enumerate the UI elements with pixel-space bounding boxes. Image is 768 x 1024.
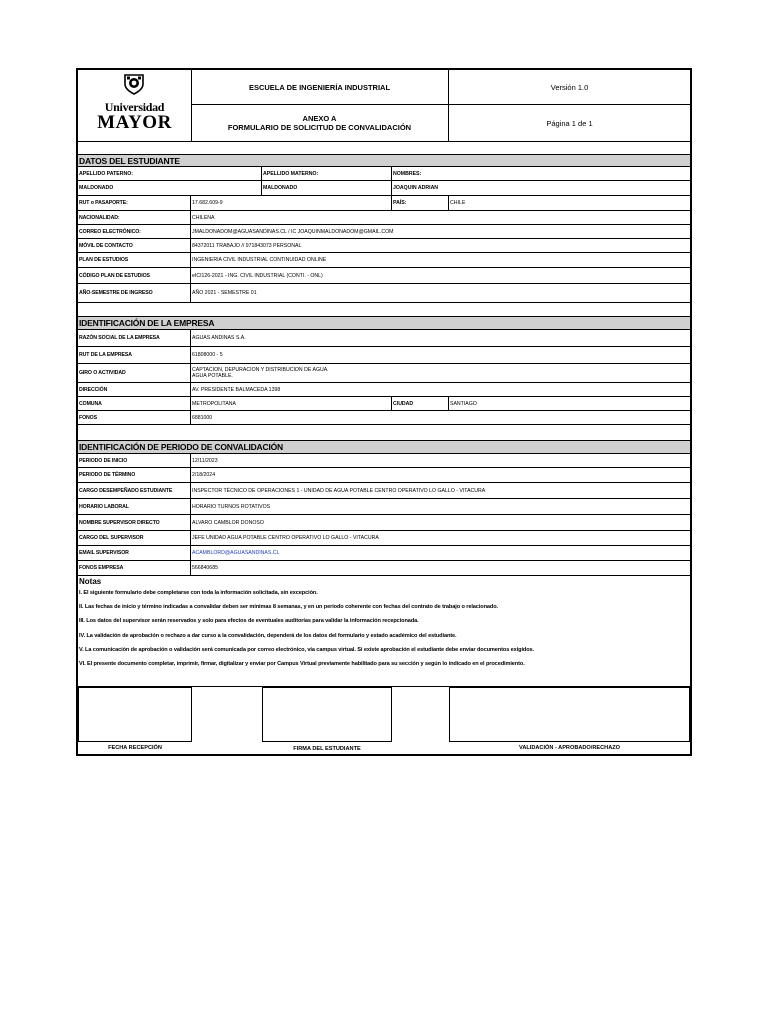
note-item: IV. La validación de aprobación o rechazo a dar curso a la convalidación, dependerá de los datos del formulario y estado académico del estudiante. <box>79 633 457 639</box>
inicio-row <box>78 454 690 468</box>
version-label: Versión 1.0 <box>449 70 690 105</box>
correo-row <box>78 225 690 239</box>
comuna-value: METROPOLITANA <box>191 397 392 410</box>
logo-line-2: MAYOR <box>97 112 172 133</box>
comuna-row <box>78 397 690 411</box>
student-signature-label: FIRMA DEL ESTUDIANTE <box>293 746 361 752</box>
school-name: ESCUELA DE INGENIERÍA INDUSTRIAL <box>191 70 449 105</box>
termino-row <box>78 468 690 483</box>
nacionalidad-value: CHILENA <box>192 214 215 221</box>
razon-row <box>78 330 690 347</box>
convalidation-form <box>76 68 692 756</box>
validation-label: VALIDACIÓN - APROBADO/RECHAZO <box>519 745 620 751</box>
fonos-empresa-label: FONOS EMPRESA <box>78 561 191 575</box>
student-section-title: DATOS DEL ESTUDIANTE <box>78 154 690 167</box>
fonos-empresa-row <box>78 561 690 576</box>
pais-value: CHILE <box>450 200 466 206</box>
giro-label: GIRO O ACTIVIDAD <box>78 364 191 382</box>
validation-box[interactable] <box>449 687 690 742</box>
materno-value: MALDONADO <box>262 181 392 195</box>
cargo-supervisor-label: CARGO DEL SUPERVISOR <box>78 531 191 545</box>
period-section-title: IDENTIFICACIÓN DE PERIODO DE CONVALIDACIÓN <box>78 440 690 454</box>
giro-value <box>191 364 690 382</box>
reception-date-box[interactable] <box>78 687 192 742</box>
university-logo <box>78 70 192 141</box>
company-fonos-value: 6881000 <box>192 414 213 421</box>
movil-value: 84372011 TRABAJO // 971843073 PERSONAL <box>192 242 302 249</box>
student-name-values-row <box>78 181 690 196</box>
reception-date-label: FECHA RECEPCIÓN <box>108 745 162 751</box>
razon-value: AGUAS ANDINAS S.A. <box>192 335 246 341</box>
codigo-label: CÓDIGO PLAN DE ESTUDIOS <box>78 268 191 283</box>
direccion-label: DIRECCIÓN <box>78 383 191 396</box>
ingreso-row <box>78 284 690 303</box>
horario-label: HORARIO LABORAL <box>78 499 191 514</box>
student-name-labels-row <box>78 167 690 181</box>
giro-line-1: CAPTACION, DEPURACION Y DISTRIBUCION DE AGUA. <box>192 367 329 373</box>
nacionalidad-row <box>78 211 690 225</box>
note-item: I. El siguiente formulario debe completarse con toda la información solicitada, sin excepción. <box>79 590 318 596</box>
ciudad-label: CIUDAD <box>392 397 449 410</box>
paterno-value: MALDONADO <box>78 181 262 195</box>
horario-value: HORARIO TURNOS ROTATIVOS <box>192 503 271 510</box>
logo-line-1: Universidad <box>104 100 165 114</box>
codigo-row <box>78 268 690 284</box>
materno-label: APELLIDO MATERNO: <box>262 167 392 180</box>
email-supervisor-row <box>78 546 690 561</box>
razon-label: RAZÓN SOCIAL DE LA EMPRESA <box>78 330 191 346</box>
company-rut-value: 61808000 - 5 <box>192 352 223 358</box>
form-title-block <box>191 105 449 141</box>
plan-label: PLAN DE ESTUDIOS <box>78 253 191 267</box>
email-supervisor-label: EMAIL SUPERVISOR <box>78 546 191 560</box>
company-fonos-label: FONOS <box>78 411 191 424</box>
correo-value: JMALDONADOM@AGUASANDINAS.CL / IC JOAQUINMALDONADOM@GMAIL.COM <box>192 228 394 235</box>
company-rut-label: RUT DE LA EMPRESA <box>78 347 191 363</box>
note-item: II. Las fechas de inicio y término indicadas a convalidar deben ser mínimas 8 semanas, y en un periodo coherente con fechas del contrato de trabajo o relacionado. <box>79 604 499 610</box>
cargo-row <box>78 483 690 499</box>
cargo-label: CARGO DESEMPEÑADO ESTUDIANTE <box>78 483 191 498</box>
inicio-value: 12/11/2023 <box>192 457 218 464</box>
direccion-value: AV. PRESIDENTE BALMACEDA 1398 <box>192 386 281 393</box>
termino-value: 2/18/2024 <box>192 472 216 478</box>
company-fonos-row <box>78 411 690 425</box>
supervisor-label: NOMBRE SUPERVISOR DIRECTO <box>78 515 191 530</box>
email-supervisor-link[interactable]: ACAMBLORD@AGUASANDINAS.CL <box>192 550 280 556</box>
shield-icon <box>122 73 146 95</box>
supervisor-row <box>78 515 690 531</box>
horario-row <box>78 499 690 515</box>
giro-line-2: AGUA POTABLE. <box>192 373 233 379</box>
rut-row <box>78 196 690 211</box>
ingreso-label: AÑO-SEMESTRE DE INGRESO <box>78 284 191 302</box>
codigo-value: eICI126-2021 - ING. CIVIL INDUSTRIAL (CONTI. - ONL) <box>192 272 323 279</box>
note-item: V. La comunicación de aprobación o validación será comunicada por correo electrónico, vía campus virtual. Si existe aprobación el estudiante debe enviar documentos exigidos. <box>79 647 534 653</box>
termino-label: PERIODO DE TÉRMINO <box>78 468 191 482</box>
movil-row <box>78 239 690 253</box>
signature-area <box>78 686 690 757</box>
comuna-label: COMUNA <box>78 397 191 410</box>
nacionalidad-label: NACIONALIDAD: <box>78 211 191 224</box>
form-title: FORMULARIO DE SOLICITUD DE CONVALIDACIÓN <box>227 123 412 132</box>
rut-value: 17.682.609-9 <box>191 196 392 210</box>
paterno-label: APELLIDO PATERNO: <box>78 167 262 180</box>
correo-label: CORREO ELECTRÓNICO: <box>78 225 191 238</box>
fonos-empresa-value: 566840685 <box>192 565 218 571</box>
plan-row <box>78 253 690 268</box>
cargo-supervisor-row <box>78 531 690 546</box>
student-signature-box[interactable] <box>262 687 392 742</box>
ciudad-value: SANTIAGO <box>450 400 477 407</box>
pais-label: PAÍS: <box>392 196 449 210</box>
notes-title: Notas <box>79 577 102 586</box>
movil-label: MÓVIL DE CONTACTO <box>78 239 191 252</box>
annex-label: ANEXO A <box>302 114 337 123</box>
note-item: VI. El presente documento completar, imprimir, firmar, digitalizar y enviar por Campus Virtual previamente habilitado para su sección y según lo indicado en el procedimiento. <box>79 661 525 667</box>
rut-label: RUT o PASAPORTE: <box>78 196 191 210</box>
inicio-label: PERIODO DE INICIO <box>78 454 191 467</box>
giro-row <box>78 364 690 383</box>
supervisor-value: ALVARO CAMBLOR DONOSO <box>192 519 264 526</box>
cargo-value: INSPECTOR TÉCNICO DE OPERACIONES 1 - UNIDAD DE AGUA POTABLE CENTRO OPERATIVO LO GALLO - VITACURA <box>192 487 486 494</box>
company-rut-row <box>78 347 690 364</box>
nombres-label: NOMBRES: <box>393 170 422 177</box>
cargo-supervisor-value: JEFE UNIDAD AGUA POTABLE CENTRO OPERATIVO LO GALLO - VITACURA <box>192 535 379 541</box>
form-header <box>78 70 690 142</box>
company-section-title: IDENTIFICACIÓN DE LA EMPRESA <box>78 316 690 330</box>
plan-value: INGENIERIA CIVIL INDUSTRIAL CONTINUIDAD ONLINE <box>192 257 327 263</box>
ingreso-value: AÑO 2021 - SEMESTRE 01 <box>192 290 257 296</box>
direccion-row <box>78 383 690 397</box>
nombres-value: JOAQUIN ADRIAN <box>393 185 439 191</box>
page-number: Página 1 de 1 <box>546 118 593 128</box>
note-item: III. Los datos del supervisor serán reservados y solo para efectos de eventuales auditorías para validar la información recepcionada. <box>79 618 419 624</box>
